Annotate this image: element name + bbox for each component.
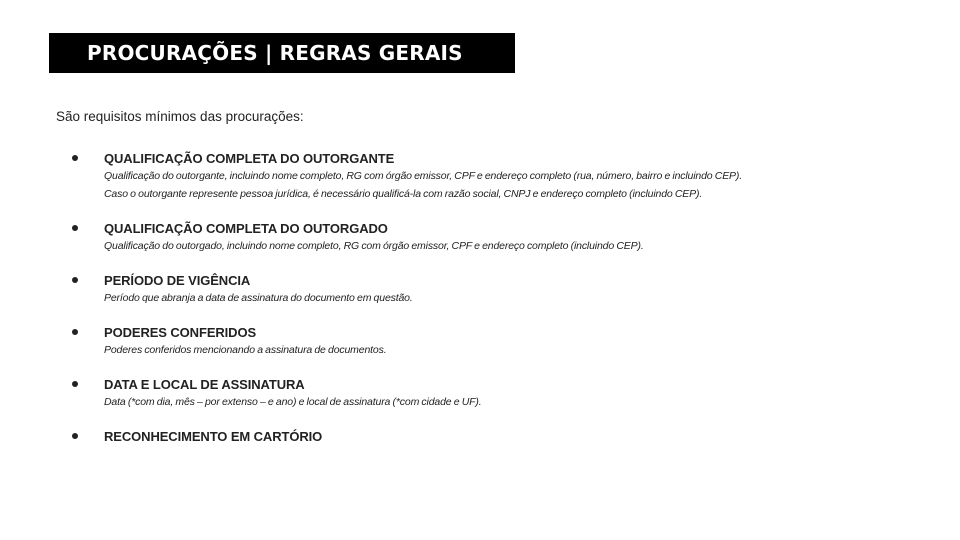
description-line: Caso o outorgante represente pessoa jurídica, é necessário qualificá-la com razão social, CNPJ e endereço completo (incluindo CEP). <box>104 188 703 200</box>
description-line: Poderes conferidos mencionando a assinatura de documentos. <box>104 344 387 356</box>
requirement-title: QUALIFICAÇÃO COMPLETA DO OUTORGADO <box>104 221 388 236</box>
bullet-icon <box>72 225 78 231</box>
title-banner <box>49 33 515 73</box>
bullet-icon <box>72 155 78 161</box>
requirement-description <box>104 237 900 255</box>
page-title: PROCURAÇÕES | REGRAS GERAIS <box>87 41 463 65</box>
requirement-description <box>104 341 900 359</box>
description-line: Qualificação do outorgado, incluindo nome completo, RG com órgão emissor, CPF e endereço completo (incluindo CEP). <box>104 240 644 252</box>
description-line: Data (*com dia, mês – por extenso – e ano) e local de assinatura (*com cidade e UF). <box>104 396 482 408</box>
list-item-cartorio <box>70 428 900 445</box>
list-item-vigencia <box>70 272 900 307</box>
requirement-title: QUALIFICAÇÃO COMPLETA DO OUTORGANTE <box>104 151 395 166</box>
list-item-outorgado <box>70 220 900 255</box>
description-line: Qualificação do outorgante, incluindo nome completo, RG com órgão emissor, CPF e endereço completo (rua, número, bairro e incluindo CEP). <box>104 170 743 182</box>
intro-text: São requisitos mínimos das procurações: <box>56 109 304 124</box>
bullet-icon <box>72 277 78 283</box>
requirements-list <box>70 150 900 462</box>
requirement-title: PODERES CONFERIDOS <box>104 325 257 340</box>
requirement-description <box>104 393 900 411</box>
requirement-title: PERÍODO DE VIGÊNCIA <box>104 273 251 288</box>
requirement-title: DATA E LOCAL DE ASSINATURA <box>104 377 305 392</box>
list-item-data-local <box>70 376 900 411</box>
description-line: Período que abranja a data de assinatura do documento em questão. <box>104 292 413 304</box>
list-item-poderes <box>70 324 900 359</box>
requirement-title: RECONHECIMENTO EM CARTÓRIO <box>104 429 323 444</box>
requirement-description <box>104 167 900 203</box>
bullet-icon <box>72 433 78 439</box>
bullet-icon <box>72 381 78 387</box>
list-item-outorgante <box>70 150 900 203</box>
bullet-icon <box>72 329 78 335</box>
requirement-description <box>104 289 900 307</box>
